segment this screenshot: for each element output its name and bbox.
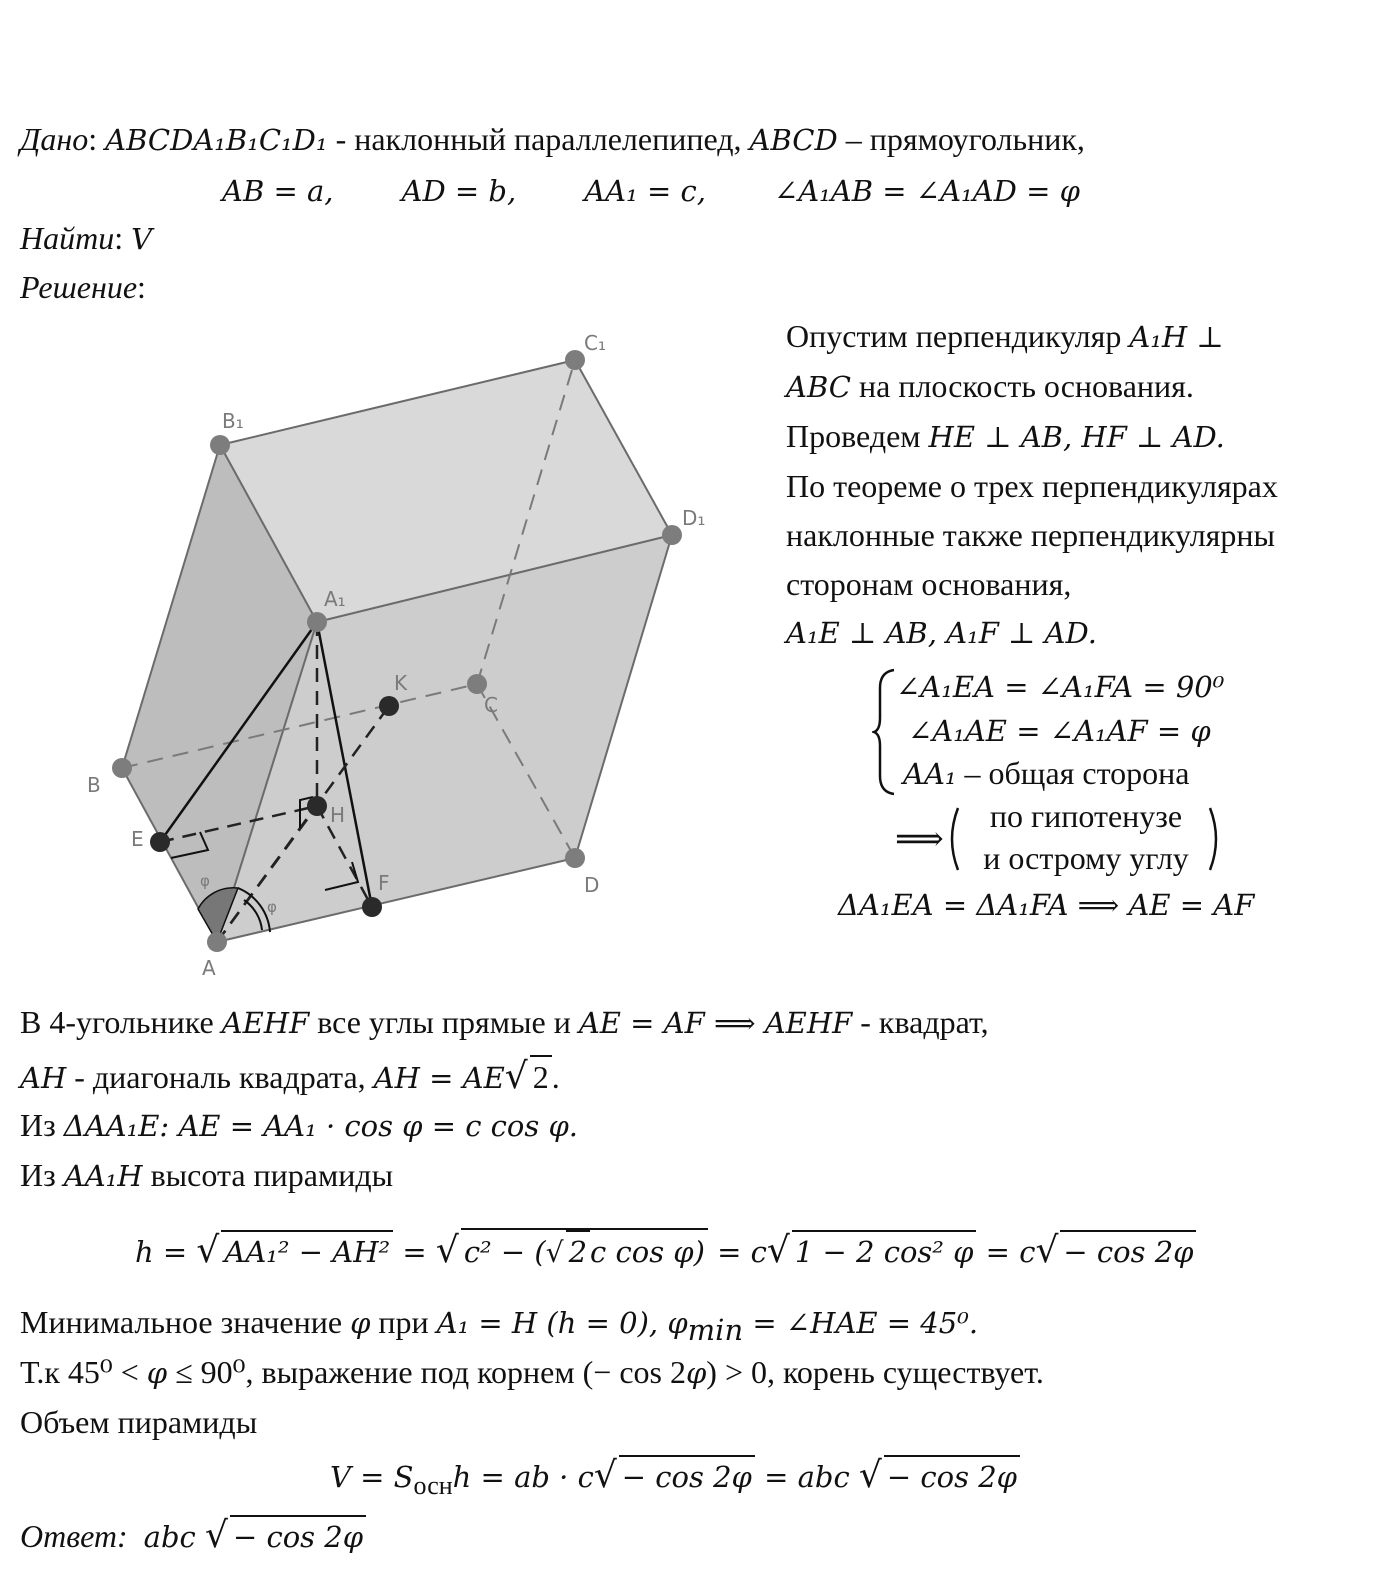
cond-ad: AD = b, [401, 174, 517, 208]
solution-line: Решение: [20, 269, 146, 305]
solution-label: Решение [20, 269, 138, 305]
triangles-conclusion [838, 884, 1254, 925]
answer-line [20, 1515, 366, 1557]
system-line-1 [896, 666, 1224, 707]
h-eq-3: = c [976, 1235, 1036, 1269]
p6-math-a: φ [146, 1356, 168, 1390]
sqrt-sign: √ [858, 1455, 882, 1496]
right-line-1 [786, 316, 1224, 357]
right-line-7 [786, 612, 1097, 653]
label-B1: B₁ [222, 409, 244, 433]
p6-math-b: φ [685, 1356, 707, 1390]
p5-text-a: Минимальное значение [20, 1304, 351, 1340]
find-label: Найти [20, 220, 115, 256]
find-line: Найти: V [20, 220, 153, 256]
p1-text-b: все углы прямые и [309, 1004, 579, 1040]
criterion-line-2: и острому углу [983, 840, 1189, 876]
label-phi-2: φ [267, 898, 277, 916]
right-line-2-math: ABC [786, 370, 851, 404]
implies-arrow: ⟹ [895, 821, 944, 858]
p3-text: Из [20, 1107, 64, 1143]
given-object: ABCDA₁B₁C₁D₁ [105, 123, 328, 157]
system-eq-3-math: AA₁ [903, 757, 957, 791]
label-B: B [87, 773, 101, 797]
right-line-6: сторонам основания, [786, 566, 1072, 602]
answer-value: abc [143, 1520, 205, 1554]
system-brace [872, 668, 898, 796]
p1-text-c: - квадрат, [852, 1004, 989, 1040]
answer-label: Ответ: [20, 1518, 128, 1554]
p4-text-a: Из [20, 1157, 64, 1193]
label-D1: D₁ [682, 506, 706, 530]
parallelepiped-figure [80, 325, 740, 985]
paren-left [944, 806, 962, 872]
v-c: = abc [754, 1460, 859, 1494]
height-formula [135, 1228, 1196, 1273]
p5-math-a: φ [350, 1306, 371, 1340]
sqrt-sign: √ [204, 1515, 228, 1556]
paren-right [1206, 806, 1224, 872]
system-eq-3-text: – общая сторона [956, 755, 1190, 791]
body-line-1 [20, 1002, 989, 1043]
p5-math-c: = ∠HAE = 45⁰. [743, 1306, 979, 1340]
volume-formula [330, 1455, 1020, 1501]
p2-period: . [551, 1059, 560, 1095]
h-eq-2: = c [707, 1235, 767, 1269]
p2-text: - диагональ квадрата, [66, 1059, 374, 1095]
sqrt-sign: √ [1035, 1230, 1059, 1271]
find-value: V [131, 222, 153, 256]
right-line-3-text: Проведем [786, 418, 929, 454]
p1-text-a: В 4-угольнике [20, 1004, 222, 1040]
sqrt-sign: √ [545, 1236, 564, 1269]
h-eq-1: = [393, 1235, 436, 1269]
h-root-4: − cos 2φ [1060, 1230, 1196, 1272]
given-conditions [222, 170, 1080, 211]
h-root-2b: 2 [566, 1230, 590, 1272]
p6-text-b: ≤ 90⁰, выражение под корнем (− cos 2 [167, 1354, 686, 1390]
p1-math-a: AEHF [221, 1006, 310, 1040]
p2-math-a: AH [20, 1061, 67, 1095]
v-root-1: − cos 2φ [619, 1455, 755, 1497]
right-line-2 [786, 366, 1194, 407]
label-A: A [202, 956, 216, 980]
h-lhs: h = [135, 1235, 197, 1269]
conclusion-math: ΔA₁EA = ΔA₁FA ⟹ AE = AF [838, 888, 1255, 922]
p5-text-b: при [370, 1304, 437, 1340]
sqrt-sign: √ [766, 1230, 790, 1271]
sqrt-sign: √ [593, 1455, 617, 1496]
criterion-line-1: по гипотенузе [989, 798, 1183, 834]
body-line-6 [20, 1352, 1044, 1393]
cond-ab: AB = a, [222, 174, 334, 208]
label-K: K [394, 671, 408, 695]
label-H: H [330, 803, 346, 827]
p5-math-b: A₁ = H (h = 0), φ [436, 1306, 688, 1340]
v-b: h = ab · c [452, 1460, 594, 1494]
right-line-3-math: HE ⊥ AB, HF ⊥ AD. [928, 420, 1225, 454]
label-D: D [584, 873, 600, 897]
system-line-3 [903, 753, 1189, 794]
body-line-2 [20, 1055, 560, 1098]
p4-math: AA₁H [63, 1159, 143, 1193]
label-C: C [484, 693, 498, 717]
right-line-1-text: Опустим перпендикуляр [786, 318, 1130, 354]
right-line-4: По теореме о трех перпендикулярах [786, 468, 1278, 504]
p2-math-b: AH = AE [373, 1061, 505, 1095]
body-line-7: Объем пирамиды [20, 1404, 258, 1440]
v-root-2: − cos 2φ [884, 1455, 1020, 1497]
v-sub: осн [413, 1471, 453, 1501]
cond-aa1: AA₁ = c, [584, 174, 706, 208]
p6-text-c: ) > 0, корень существует. [706, 1354, 1044, 1390]
right-line-1-math: A₁H ⊥ [1129, 320, 1224, 354]
given-text2: – прямоугольник, [837, 121, 1085, 157]
given-label: Дано [20, 121, 89, 157]
label-F: F [378, 871, 390, 895]
right-line-2-text: на плоскость основания. [850, 368, 1194, 404]
label-A1: A₁ [324, 587, 346, 611]
given-base: ABCD [749, 123, 838, 157]
label-C1: C₁ [584, 331, 606, 355]
h-root-1: AA₁² − AH² [221, 1230, 393, 1272]
sqrt-sign: √ [435, 1230, 459, 1271]
given-text1: - наклонный параллелепипед, [327, 121, 750, 157]
body-line-4 [20, 1155, 393, 1196]
answer-root: − cos 2φ [230, 1515, 366, 1557]
sqrt-sign: √ [504, 1056, 528, 1097]
given-line: Дано: ABCDA₁B₁C₁D₁ - наклонный параллелепипед, ABCD – прямоугольник, [20, 121, 1085, 157]
system-eq-1: ∠A₁EA = ∠A₁FA = 90⁰ [896, 670, 1225, 704]
right-line-5: наклонные также перпендикулярны [786, 517, 1275, 553]
p5-sub: min [687, 1313, 744, 1348]
h-root-3: 1 − 2 cos² φ [792, 1230, 977, 1272]
p3-math: ΔAA₁E: AE = AA₁ · cos φ = c cos φ. [63, 1109, 579, 1143]
right-line-3 [786, 416, 1225, 457]
p6-text-a: Т.к 45⁰ < [20, 1354, 147, 1390]
sqrt-sign: √ [196, 1230, 220, 1271]
h-root-2a: c² − ( [463, 1235, 546, 1269]
p1-math-b: AE = AF ⟹ AEHF [578, 1006, 853, 1040]
system-line-2 [908, 710, 1211, 751]
right-line-7-math: A₁E ⊥ AB, A₁F ⊥ AD. [786, 616, 1097, 650]
h-root-2c: c cos φ) [590, 1235, 705, 1269]
p2-sqrt-arg: 2 [530, 1055, 552, 1097]
system-eq-2: ∠A₁AE = ∠A₁AF = φ [908, 714, 1211, 748]
label-phi-1: φ [200, 872, 210, 890]
v-a: V = S [330, 1460, 414, 1494]
body-line-3 [20, 1105, 578, 1146]
cond-angles: ∠A₁AB = ∠A₁AD = φ [773, 174, 1080, 208]
label-E: E [131, 827, 144, 851]
body-line-5 [20, 1302, 979, 1348]
p4-text-b: высота пирамиды [142, 1157, 394, 1193]
